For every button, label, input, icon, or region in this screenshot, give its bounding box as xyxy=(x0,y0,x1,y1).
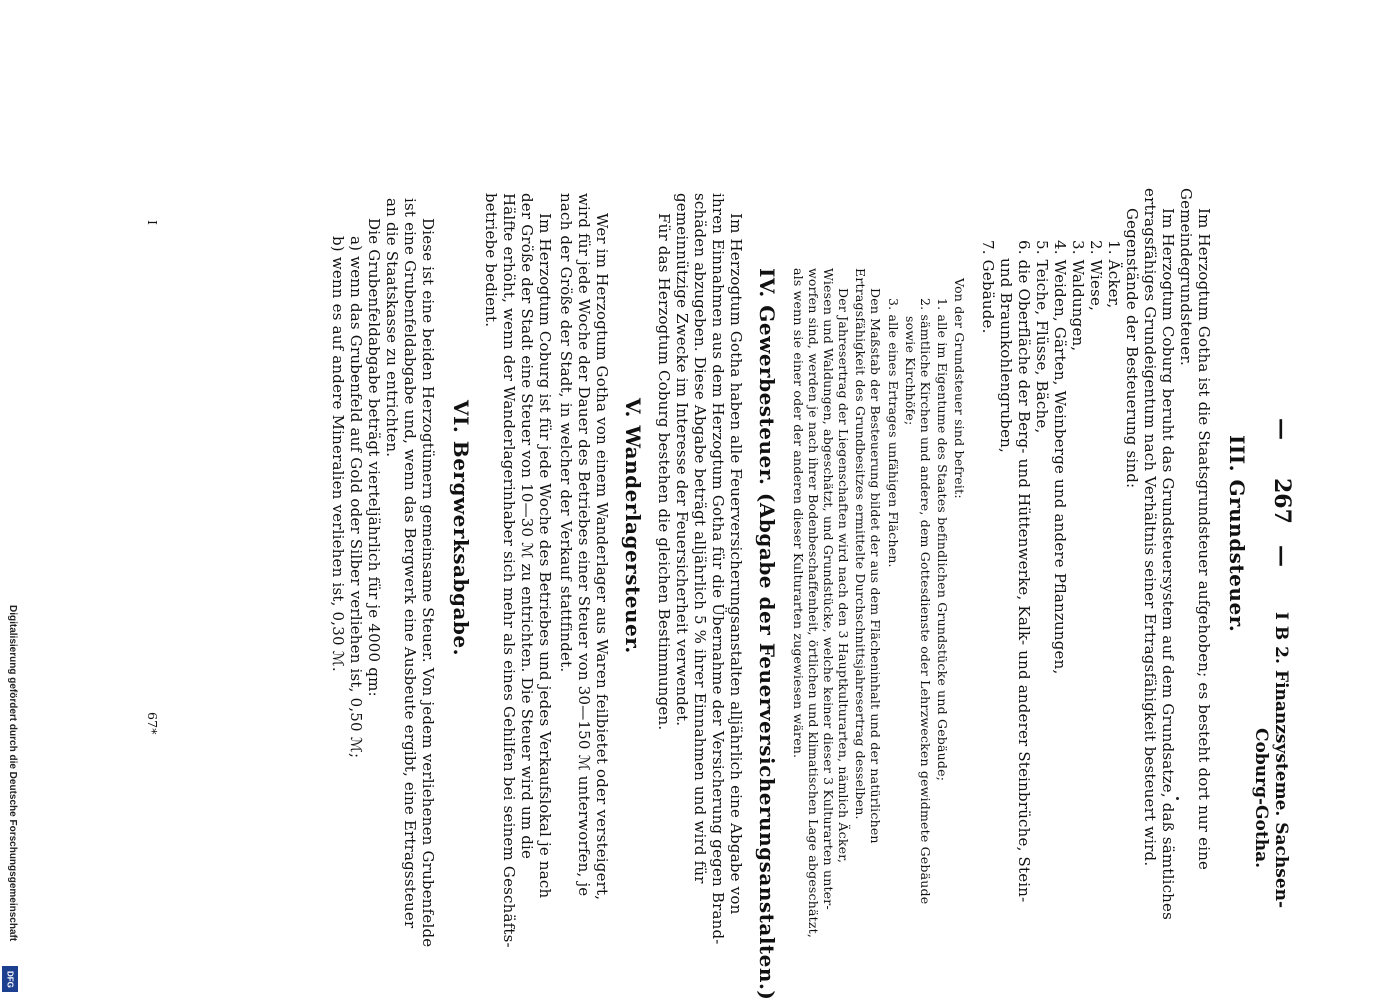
section5-line: wird für jede Woche der Dauer des Betriebes einer Steuer von 30—150 ℳ unterworfen, je xyxy=(575,193,593,897)
tax-object-item: 6. die Oberfläche der Berg- und Hüttenwerke, Kalk- und anderer Steinbrüche, Stein- xyxy=(1015,240,1033,903)
section5-line: nach der Größe der Stadt, in welcher der Verkauf stattfindet. xyxy=(557,193,575,673)
section3-line: ertragsfähiges Grundeigentum nach Verhältnis seiner Ertragsfähigkeit besteuert wird. xyxy=(1141,188,1159,867)
signature-mark: I xyxy=(145,220,160,226)
section4-line: ihren Einnahmen aus dem Herzogtum Gotha für die Übernahme der Versicherung gegen Brand- xyxy=(709,193,727,945)
section6-line: Die Grubenfeldabgabe beträgt vierteljährlich für je 4000 qm: xyxy=(365,218,383,697)
section6-line: Diese ist eine beiden Herzogtümern gemeinsame Steuer. Von jedem verliehenen Grubenfelde xyxy=(419,218,437,948)
tax-object-item: 3. Waldungen, xyxy=(1069,240,1087,352)
section5-line: Im Herzogtum Coburg ist für jede Woche des Betriebes und jedes Verkaufslokal je nach xyxy=(536,213,554,899)
exempt-intro: Von der Grundsteuer sind befreit: xyxy=(952,278,967,499)
section6-heading: VI. Bergwerksabgabe. xyxy=(449,400,473,657)
section6-line: an die Staatskasse zu entrichten. xyxy=(383,198,401,458)
section6-line: a) wenn das Grubenfeld auf Gold oder Silber verliehen ist, 0,50 ℳ; xyxy=(347,236,365,759)
tax-object-item: 4. Weiden, Gärten, Weinberge und andere Pflanzungen, xyxy=(1051,240,1069,675)
section4-line: gemeinnützige Zwecke im Interesse der Feuersicherheit verwendet. xyxy=(673,193,691,727)
section3-line: Gegenstände der Besteuerung sind: xyxy=(1123,208,1141,489)
assessment-note: Ertragsfähigkeit des Grundbesitzes ermittelte Durchschnittsjahresertrag desselben. xyxy=(853,268,868,820)
section-code: I B 2. xyxy=(1271,612,1291,664)
assessment-note: Der Jahresertrag der Liegenschaften wird nach den 3 Hauptkulturarten, nämlich Äcker, xyxy=(836,288,851,864)
assessment-note: Wiesen und Waldungen, abgeschätzt, und Grundstücke, welche keiner dieser 3 Kulturarten unter- xyxy=(821,268,836,910)
exempt-item: 3. alle eines Ertrages unfähigen Flächen. xyxy=(886,298,901,568)
section3-line: Gemeindegrundsteuer. xyxy=(1177,188,1195,367)
section4-line: Für das Herzogtum Coburg bestehen die gleichen Bestimmungen. xyxy=(655,213,673,731)
header-title-line1: Finanzsysteme. Sachsen- xyxy=(1271,670,1291,909)
sheet-mark: 67* xyxy=(145,712,160,735)
tax-object-item: 2. Wiese, xyxy=(1087,240,1105,312)
header-dash-left: — xyxy=(1269,418,1295,440)
section5-line: der Größe der Stadt eine Steuer von 10—30 ℳ zu entrichten. Die Steuer wird um die xyxy=(518,193,536,860)
section6-line: ist eine Grubenfeldabgabe und, wenn das Bergwerk eine Ausbeute ergibt, eine Ertragssteuer xyxy=(401,198,419,929)
section3-line: Im Herzogtum Coburg beruht das Grundsteuersystem auf dem Grundsatze, daß sämtliches xyxy=(1159,208,1177,921)
digitization-strip xyxy=(0,0,22,1000)
tax-object-item: 5. Teiche, Flüsse, Bäche, xyxy=(1033,240,1051,434)
exempt-item: 1. alle im Eigentume des Staates befindlichen Grundstücke und Gebäude; xyxy=(935,298,950,782)
section4-line: schäden abzugeben. Diese Abgabe beträgt alljährlich 5 % ihrer Einnahmen und wird für xyxy=(691,193,709,884)
assessment-note: Den Maßstab der Besteuerung bildet der aus dem Flächeninhalt und der natürlichen xyxy=(868,288,883,844)
page-number: 267 xyxy=(1269,478,1295,524)
tax-object-item: 7. Gebäude. xyxy=(979,240,997,334)
section4-heading: IV. Gewerbesteuer. (Abgabe der Feuerversicherungsanstalten.) xyxy=(755,268,779,1000)
section5-line: Wer im Herzogtum Gotha von einem Wanderlager aus Waren feilbietet oder versteigert, xyxy=(593,213,611,901)
header-dash-right: — xyxy=(1269,545,1295,567)
section4-line: Im Herzogtum Gotha haben alle Feuerversicherungsanstalten alljährlich eine Abgabe von xyxy=(727,213,745,915)
section5-line: Hälfte erhöht, wenn der Wanderlagerinhaber sich mehr als eines Gehilfen bei seinem Geschäfts- xyxy=(500,193,518,948)
exempt-item: 2. sämtliche Kirchen und andere, dem Gottesdienste oder Lehrzwecken gewidmete Gebäude xyxy=(918,298,933,905)
tax-object-item: 1. Äcker, xyxy=(1105,240,1123,309)
assessment-note: als wenn sie einer oder der anderen dieser Kulturarten zugewiesen wären. xyxy=(791,268,806,759)
section3-line: Im Herzogtum Gotha ist die Staatsgrundsteuer aufgehoben; es besteht dort nur eine xyxy=(1195,208,1213,871)
digitization-credit: Digitalisierung gefördert durch die Deutsche Forschungsgemeinschaft xyxy=(7,605,18,942)
tax-object-item: und Braunkohlengruben, xyxy=(997,258,1015,454)
section5-heading: V. Wanderlagersteuer. xyxy=(621,398,645,654)
section3-heading: III. Grundsteuer. xyxy=(1225,435,1249,633)
dfg-logo-icon xyxy=(2,966,18,992)
header-title-line2: Coburg-Gotha. xyxy=(1251,728,1271,869)
section5-line: betriebe bedient. xyxy=(482,193,500,328)
section6-line: b) wenn es auf andere Mineralien verliehen ist, 0,30 ℳ. xyxy=(329,236,347,672)
assessment-note: worfen sind, werden je nach ihrer Bodenbeschaffenheit, örtlichen und klimatischen Lage abgeschätzt, xyxy=(806,268,821,939)
dfg-logo-text: DFG xyxy=(5,970,15,988)
exempt-item: sowie Kirchhöfe; xyxy=(903,316,918,426)
